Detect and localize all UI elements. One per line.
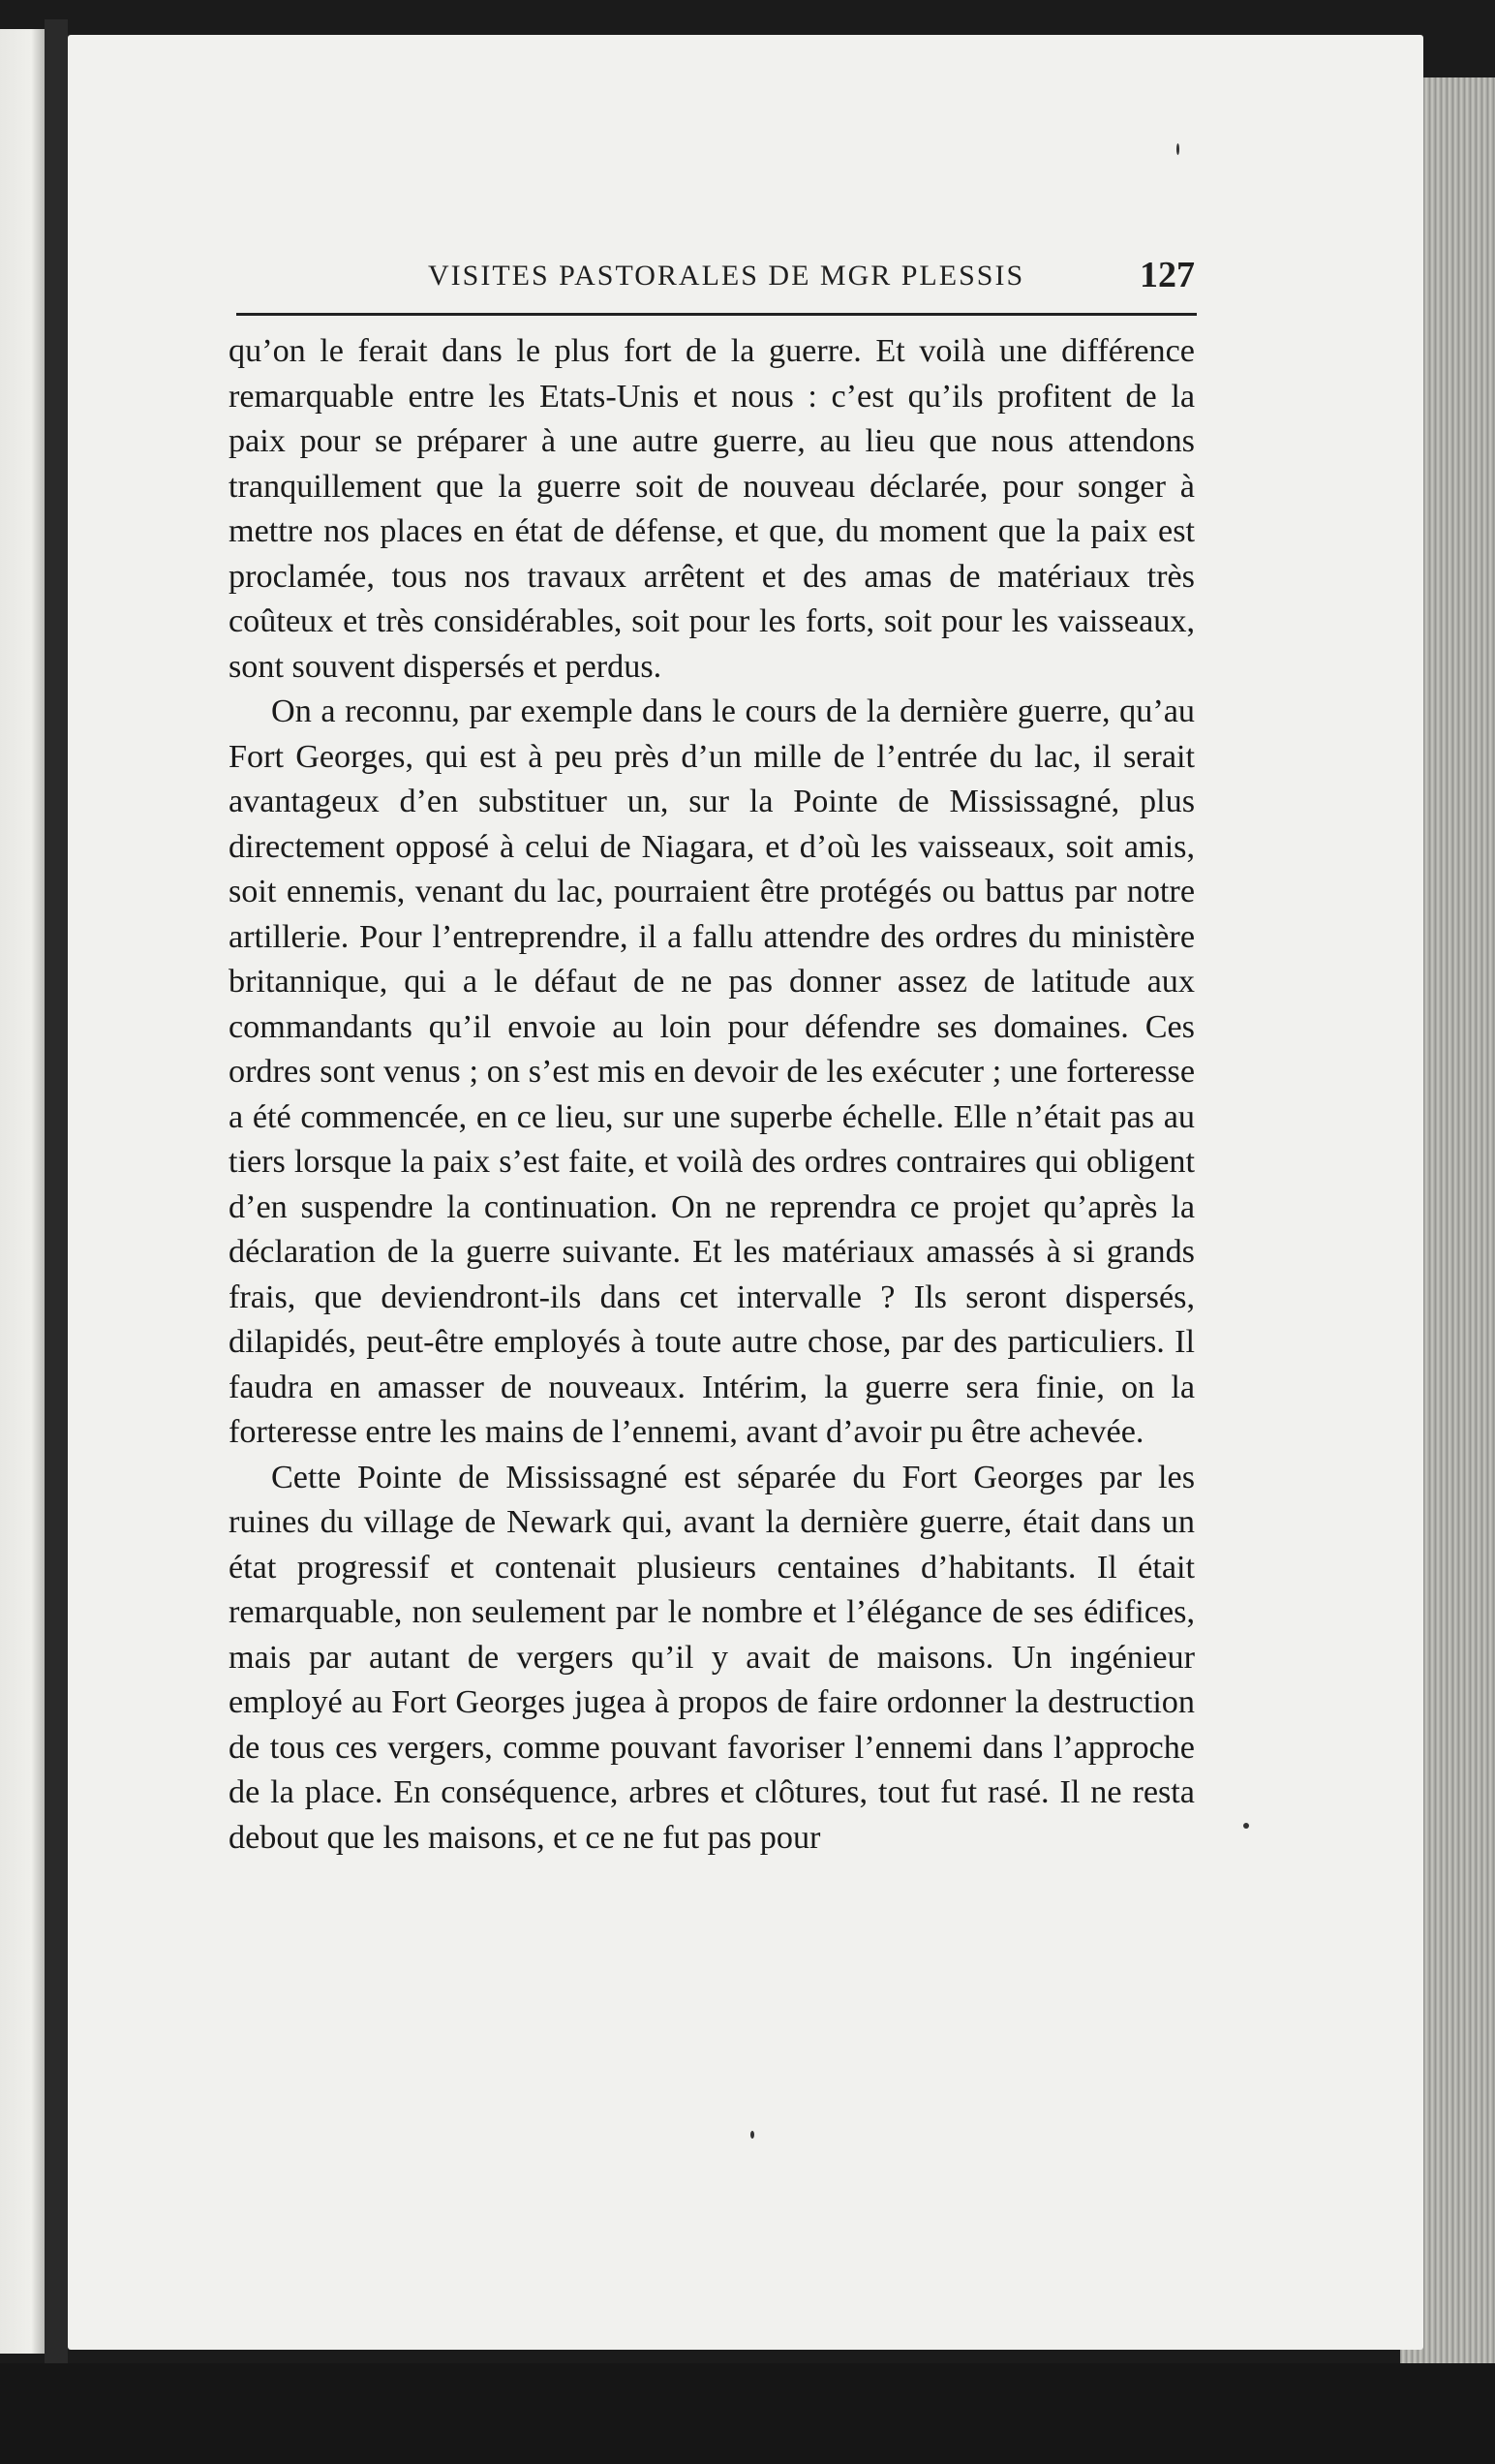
paragraph-3: Cette Pointe de Mississagné est séparée du Fort Georges par les ruines du village de Newark qui, avant la dernière guerre, était dans un état progressif et contenait plusieurs centaines d’habitants. Il était remarquable, non seulement par le nombre et l’élégance de ses édifices, mais par autant de vergers qu’il y avait de maisons. Un ingénieur employé au Fort Georges jugea à propos de faire ordonner la destruction de tous ces vergers, comme pouvant favoriser l’ennemi dans l’approche de la place. En conséquence, arbres et clôtures, tout fut rasé. Il ne resta debout que les maisons, et ce ne fut pas pour: [229, 1459, 1195, 1856]
previous-page-edge: [0, 29, 45, 2354]
book-gutter: [45, 19, 68, 2383]
dust-speck: [1176, 143, 1179, 155]
running-head-title: VISITES PASTORALES DE MGR PLESSIS: [428, 260, 1025, 292]
paragraph-1: qu’on le ferait dans le plus fort de la guerre. Et voilà une différence remarquable entre les Etats-Unis et nous : c’est qu’ils profitent de la paix pour se préparer à une autre guerre, au lieu que nous attendons tranquillement que la guerre soit de nouveau déclarée, pour songer à mettre nos places en état de défense, et que, du moment que la paix est proclamée, tous nos travaux arrêtent et des amas de matériaux très coûteux et très considérables, soit pour les forts, soit pour les vaisseaux, sont souvent dispersés et perdus.: [229, 333, 1195, 685]
header-rule: [236, 313, 1197, 316]
scan-bottom-shadow: [0, 2363, 1495, 2464]
dust-speck: [750, 2131, 754, 2139]
dust-speck: [1243, 1823, 1249, 1829]
running-head: [236, 254, 1195, 308]
body-text: [229, 329, 1195, 1861]
paragraph-2: On a reconnu, par exemple dans le cours de la dernière guerre, qu’au Fort Georges, qui est à peu près d’un mille de l’entrée du lac, il serait avantageux d’en substituer un, sur la Pointe de Mississagné, plus directement opposé à celui de Niagara, et d’où les vaisseaux, soit amis, soit ennemis, venant du lac, pourraient être protégés ou battus par notre artillerie. Pour l’entreprendre, il a fallu attendre des ordres du ministère britannique, qui a le défaut de ne pas donner assez de latitude aux commandants qu’il envoie au loin pour défendre ses domaines. Ces ordres sont venus ; on s’est mis en devoir de les exécuter ; une forteresse a été commencée, en ce lieu, sur une superbe échelle. Elle n’était pas au tiers lorsque la paix s’est faite, et voilà des ordres contraires qui obligent d’en suspendre la continuation. On ne reprendra ce projet qu’après la déclaration de la guerre suivante. Et les matériaux amassés à si grands frais, que deviendront-ils dans cet intervalle ? Ils seront dispersés, dilapidés, peut-être employés à toute autre chose, par des particuliers. Il faudra en amasser de nouveaux. Intérim, la guerre sera finie, on la forteresse entre les mains de l’ennemi, avant d’avoir pu être achevée.: [229, 693, 1195, 1450]
page-number: 127: [1140, 255, 1195, 295]
